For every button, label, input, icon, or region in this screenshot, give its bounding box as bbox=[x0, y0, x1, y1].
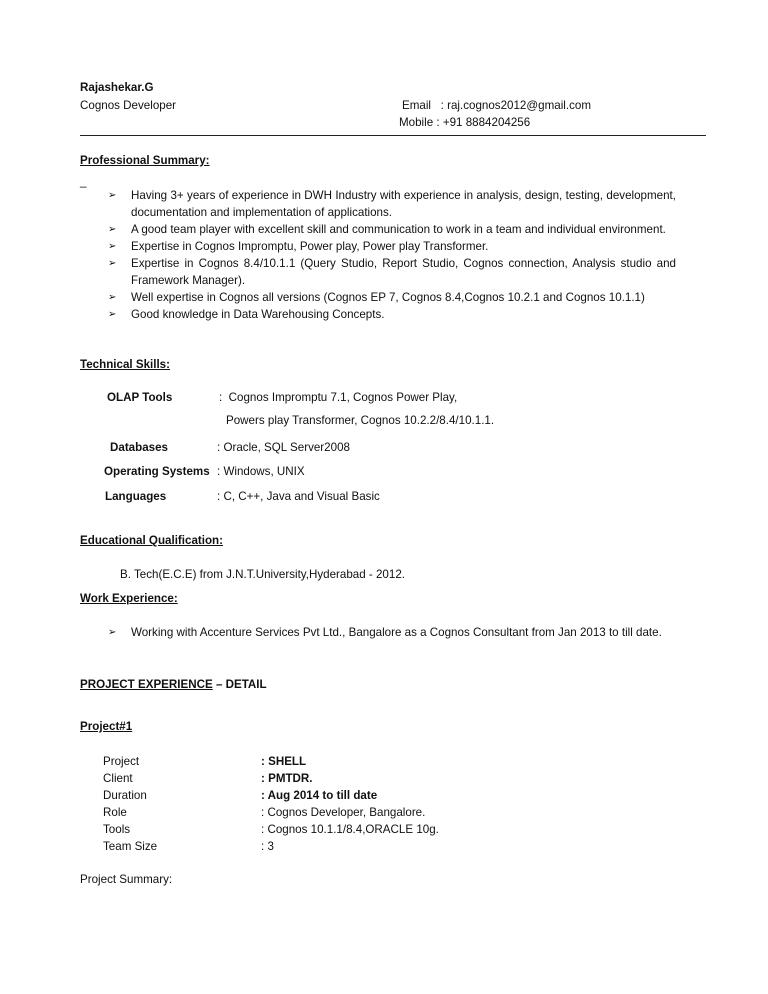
bullet-text: Expertise in Cognos 8.4/10.1.1 (Query Studio, Report Studio, Cognos connection, Analysis studio and Framework Manager). bbox=[131, 257, 676, 287]
bullet-item bbox=[108, 289, 676, 306]
work-experience-heading: Work Experience: bbox=[80, 592, 178, 605]
os-label: Operating Systems bbox=[104, 465, 210, 478]
job-title: Cognos Developer bbox=[80, 99, 177, 112]
project-experience-title: PROJECT EXPERIENCE bbox=[80, 678, 213, 691]
olap-value: : Cognos Impromptu 7.1, Cognos Power Play, bbox=[219, 391, 458, 404]
project1-heading: Project#1 bbox=[80, 720, 133, 733]
databases-label: Databases bbox=[110, 441, 169, 454]
row-label: Client bbox=[103, 772, 133, 785]
candidate-name: Rajashekar.G bbox=[80, 81, 154, 94]
project-experience-suffix: – DETAIL bbox=[212, 678, 267, 691]
education-heading: Educational Qualification: bbox=[80, 534, 224, 547]
row-value: : Aug 2014 to till date bbox=[261, 789, 378, 802]
bullet-text: Good knowledge in Data Warehousing Concepts. bbox=[131, 308, 385, 321]
row-label: Duration bbox=[103, 789, 147, 802]
dash: _ bbox=[80, 175, 87, 188]
row-value: : Cognos 10.1.1/8.4,ORACLE 10g. bbox=[261, 823, 439, 836]
summary-bullets bbox=[108, 187, 676, 323]
bullet-item bbox=[108, 624, 676, 641]
arrow-bullet-icon: ➢ bbox=[108, 292, 117, 303]
arrow-bullet-icon: ➢ bbox=[108, 190, 117, 201]
arrow-bullet-icon: ➢ bbox=[108, 627, 117, 638]
project-experience-heading bbox=[80, 677, 267, 693]
row-label: Tools bbox=[103, 823, 131, 836]
arrow-bullet-icon: ➢ bbox=[108, 309, 117, 320]
bullet-item bbox=[108, 238, 676, 255]
arrow-bullet-icon: ➢ bbox=[108, 258, 117, 269]
row-label: Role bbox=[103, 806, 127, 819]
languages-label: Languages bbox=[105, 490, 167, 503]
bullet-text: Well expertise in Cognos all versions (Cognos EP 7, Cognos 8.4,Cognos 10.2.1 and Cognos 10.1.1) bbox=[131, 291, 645, 304]
bullet-item bbox=[108, 221, 676, 238]
bullet-text: Expertise in Cognos Impromptu, Power play, Power play Transformer. bbox=[131, 240, 489, 253]
languages-value: : C, C++, Java and Visual Basic bbox=[217, 490, 380, 503]
bullet-text: Working with Accenture Services Pvt Ltd., Bangalore as a Cognos Consultant from Jan 2013 to till date. bbox=[131, 626, 662, 639]
email: Email : raj.cognos2012@gmail.com bbox=[402, 99, 591, 112]
bullet-item bbox=[108, 255, 676, 289]
row-value: : SHELL bbox=[261, 755, 307, 768]
row-label: Project bbox=[103, 755, 140, 768]
row-value: : Cognos Developer, Bangalore. bbox=[261, 806, 426, 819]
databases-value: : Oracle, SQL Server2008 bbox=[217, 441, 350, 454]
row-label: Team Size bbox=[103, 840, 158, 853]
bullet-item bbox=[108, 306, 676, 323]
arrow-bullet-icon: ➢ bbox=[108, 224, 117, 235]
work-bullets bbox=[108, 624, 676, 641]
row-value: : 3 bbox=[261, 840, 274, 853]
education-text: B. Tech(E.C.E) from J.N.T.University,Hyderabad - 2012. bbox=[120, 568, 406, 581]
olap-label: OLAP Tools bbox=[107, 391, 173, 404]
professional-summary-heading: Professional Summary: bbox=[80, 154, 210, 167]
mobile: Mobile : +91 8884204256 bbox=[399, 116, 531, 129]
technical-skills-heading: Technical Skills: bbox=[80, 358, 170, 371]
arrow-bullet-icon: ➢ bbox=[108, 241, 117, 252]
bullet-text: Having 3+ years of experience in DWH Industry with experience in analysis, design, testing, development, documentation and implementation of applications. bbox=[131, 189, 676, 219]
olap-value-continued: Powers play Transformer, Cognos 10.2.2/8.4/10.1.1. bbox=[226, 414, 495, 427]
os-value: : Windows, UNIX bbox=[217, 465, 305, 478]
project-summary-label: Project Summary: bbox=[80, 873, 173, 886]
row-value: : PMTDR. bbox=[261, 772, 313, 785]
bullet-item bbox=[108, 187, 676, 221]
bullet-text: A good team player with excellent skill and communication to work in a team and individual environment. bbox=[131, 223, 666, 236]
header-divider bbox=[80, 135, 706, 136]
